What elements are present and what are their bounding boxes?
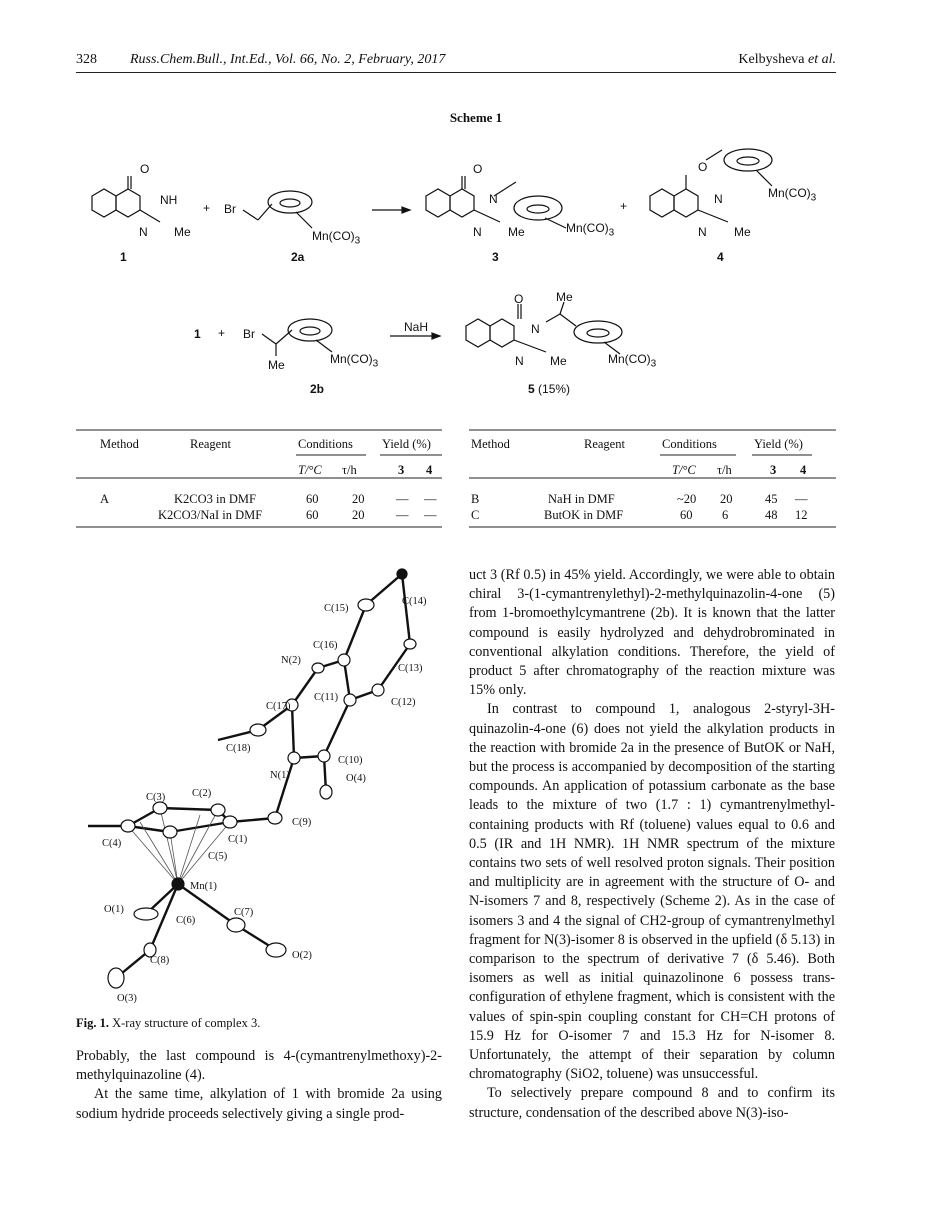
atom-label: O — [140, 162, 150, 176]
atom-label: C(6) — [176, 915, 196, 926]
atom-label: C(4) — [102, 838, 122, 849]
atom-label: C(17) — [266, 701, 291, 712]
atom-label: O — [514, 292, 524, 306]
mn-co3-label: $Mn(CO)_3$ — [566, 221, 615, 239]
atom-label: C(5) — [208, 851, 228, 862]
table-cell: NaH in DMF — [548, 492, 615, 506]
atom-label: N — [515, 354, 524, 368]
scheme-title: Scheme 1 — [449, 110, 503, 125]
atom-label: N(2) — [281, 655, 301, 666]
mn-co3-label: $Mn(CO)_3$ — [330, 352, 379, 370]
mn-co3-label: $Mn(CO)_3$ — [312, 229, 361, 247]
atom-label: C(15) — [324, 603, 349, 614]
table-cell: — — [396, 492, 409, 506]
table-subheader: τ/h — [717, 463, 732, 477]
table-header: Conditions — [298, 437, 353, 451]
table-cell: 45 — [765, 492, 778, 506]
compound-label-1: 1 — [194, 327, 201, 341]
left-column-text — [76, 1047, 442, 1124]
atom-label: O(2) — [292, 950, 312, 961]
table-subheader: T/°C — [672, 463, 696, 477]
atom-label: C(14) — [402, 596, 427, 607]
table-header: Yield (%) — [754, 437, 803, 451]
table-header: Method — [100, 437, 139, 451]
atom-label: Me — [734, 225, 751, 239]
atom-label: N — [698, 225, 707, 239]
table-header: Reagent — [190, 437, 231, 451]
plus-sign: + — [218, 326, 226, 340]
table-cell: B — [471, 492, 480, 506]
figure-caption: Fig. 1. X-ray structure of complex 3. — [76, 1016, 261, 1030]
atom-label: C(2) — [192, 788, 212, 799]
atom-label: O — [698, 160, 708, 174]
atom-label: C(8) — [150, 955, 170, 966]
table-header: Conditions — [662, 437, 717, 451]
table-cell: 20 — [720, 492, 733, 506]
atom-label: C(11) — [314, 692, 339, 703]
table-cell: 60 — [306, 508, 319, 522]
atom-label: C(7) — [234, 907, 254, 918]
compound-label-2a: 2a — [291, 250, 305, 264]
atom-label: N — [473, 225, 482, 239]
atom-label: N — [714, 192, 723, 206]
table-subheader: τ/h — [342, 463, 357, 477]
table-cell: 12 — [795, 508, 808, 522]
atom-label: Mn(1) — [190, 881, 217, 892]
table-cell: — — [795, 492, 808, 506]
paragraph: Probably, the last compound is 4-(cymantrenylmethoxy)-2-methylquinazoline (4). — [76, 1048, 442, 1084]
table-subheader: 4 — [426, 463, 433, 477]
paragraph: uct 3 (Rf 0.5) in 45% yield. Accordingly, we were able to obtain chiral 3-(1-cymantrenylethyl)-2-methylquinazolin-4-one (5) from 1-bromoethylcymantrene (2b). It is known that the latter compound is easily hydrolyzed and dehydrobrominated in conventional alkylation conditions. Therefore, the yield of product 5 after chromatography of the reaction mixture was 15% only. — [469, 567, 835, 699]
arrow-reagent: NaH — [404, 320, 429, 334]
atom-label: C(16) — [313, 640, 338, 651]
atom-label: C(12) — [391, 697, 416, 708]
compound-label-3: 3 — [492, 250, 499, 264]
table-subheader: 3 — [770, 463, 777, 477]
table-cell: ButOK in DMF — [544, 508, 624, 522]
atom-label: N — [531, 322, 540, 336]
atom-label: Me — [556, 290, 573, 304]
atom-label: N — [139, 225, 148, 239]
paragraph: In contrast to compound 1, analogous 2-styryl-3H-quinazolin-4-one (6) does not yield the alkylation products in the reaction with bromide 2a in the presence of ButOK or NaH, but the process is accompanied by decomposition of the starting compounds. An application of potassium carbonate as the base leads to the mixture of two (1.7 : 1) cymantrenylmethyl-containing products with Rf (toluene) values equal to 0.6 and 0.5 (IR and 1H NMR). 1H NMR spectrum of the mixture contains two sets of well resolved proton signals. Their position and multiplicity are in agreement with the structure of O- and N-isomers 7 and 8, respectively (Scheme 2). As in the case of isomers 3 and 4 the signal of CH2-group of cymantrenylmethyl fragment for N(3)-isomer 8 is observed in the upfield (δ 5.13) in comparison to the spectrum of derivative 7 (δ 5.46). Both isomers as well as initial quinazolinone 6 possess trans-configuration of ethylene fragment, which is consistent with the values of spin-spin coupling constant for CH=CH protons of 15.9 Hz for O-isomer 7 and 15.3 Hz for N-isomer 8. Unfortunately, the attempt of their separation by column chromatography (SiO2, toluene) was unsuccessful. — [469, 701, 835, 1083]
atom-label: Me — [508, 225, 525, 239]
atom-label: O(3) — [117, 993, 137, 1004]
atom-label: C(13) — [398, 663, 423, 674]
atom-label: C(9) — [292, 817, 312, 828]
paragraph: At the same time, alkylation of 1 with bromide 2a using sodium hydride proceeds selectively giving a single prod- — [76, 1086, 442, 1122]
atom-label: C(18) — [226, 743, 251, 754]
compound-label-4: 4 — [717, 250, 724, 264]
compound-label-1: 1 — [120, 250, 127, 264]
table-header: Reagent — [584, 437, 625, 451]
atom-label: Br — [243, 327, 255, 341]
atom-label: Br — [224, 202, 236, 216]
compound-label-5: 5 (15%) — [528, 382, 571, 396]
atom-label: O(4) — [346, 773, 366, 784]
table-subheader: T/°C — [298, 463, 322, 477]
compound-label-2b: 2b — [310, 382, 325, 396]
table-cell: — — [424, 508, 437, 522]
table-cell: C — [471, 508, 480, 522]
atom-label: N — [489, 192, 498, 206]
mn-co3-label: $Mn(CO)_3$ — [768, 186, 817, 204]
table-cell: 20 — [352, 508, 365, 522]
table-cell: — — [424, 492, 437, 506]
page-number: 328 — [76, 52, 97, 67]
atom-label: O(1) — [104, 904, 124, 915]
paragraph: To selectively prepare compound 8 and to confirm its structure, condensation of the described above N(3)-iso- — [469, 1085, 835, 1121]
atom-label: Me — [550, 354, 567, 368]
plus-sign: + — [203, 201, 211, 215]
table-cell: K2CO3 in DMF — [174, 492, 256, 506]
table-subheader: 4 — [800, 463, 807, 477]
atom-label: NH — [160, 193, 178, 207]
atom-label: O — [473, 162, 483, 176]
atom-label: C(1) — [228, 834, 248, 845]
atom-label: C(10) — [338, 755, 363, 766]
table-cell: — — [396, 508, 409, 522]
table-cell: 6 — [722, 508, 729, 522]
plus-sign: + — [620, 199, 628, 213]
table-cell: 20 — [352, 492, 365, 506]
table-cell: 48 — [765, 508, 778, 522]
table-cell: 60 — [680, 508, 693, 522]
table-cell: 60 — [306, 492, 319, 506]
right-column-text — [469, 566, 835, 1123]
table-cell: K2CO3/NaI in DMF — [158, 508, 263, 522]
table-header: Method — [471, 437, 510, 451]
mn-co3-label: $Mn(CO)_3$ — [608, 352, 657, 370]
table-cell: ~20 — [677, 492, 697, 506]
table-cell: A — [100, 492, 110, 506]
running-authors: Kelbysheva et al. — [738, 52, 836, 67]
atom-label: Me — [174, 225, 191, 239]
table-subheader: 3 — [398, 463, 405, 477]
atom-label: Me — [268, 358, 285, 372]
table-header: Yield (%) — [382, 437, 431, 451]
atom-label: N(1) — [270, 770, 290, 781]
atom-label: C(3) — [146, 792, 166, 803]
journal-citation: Russ.Chem.Bull., Int.Ed., Vol. 66, No. 2, February, 2017 — [130, 52, 446, 67]
